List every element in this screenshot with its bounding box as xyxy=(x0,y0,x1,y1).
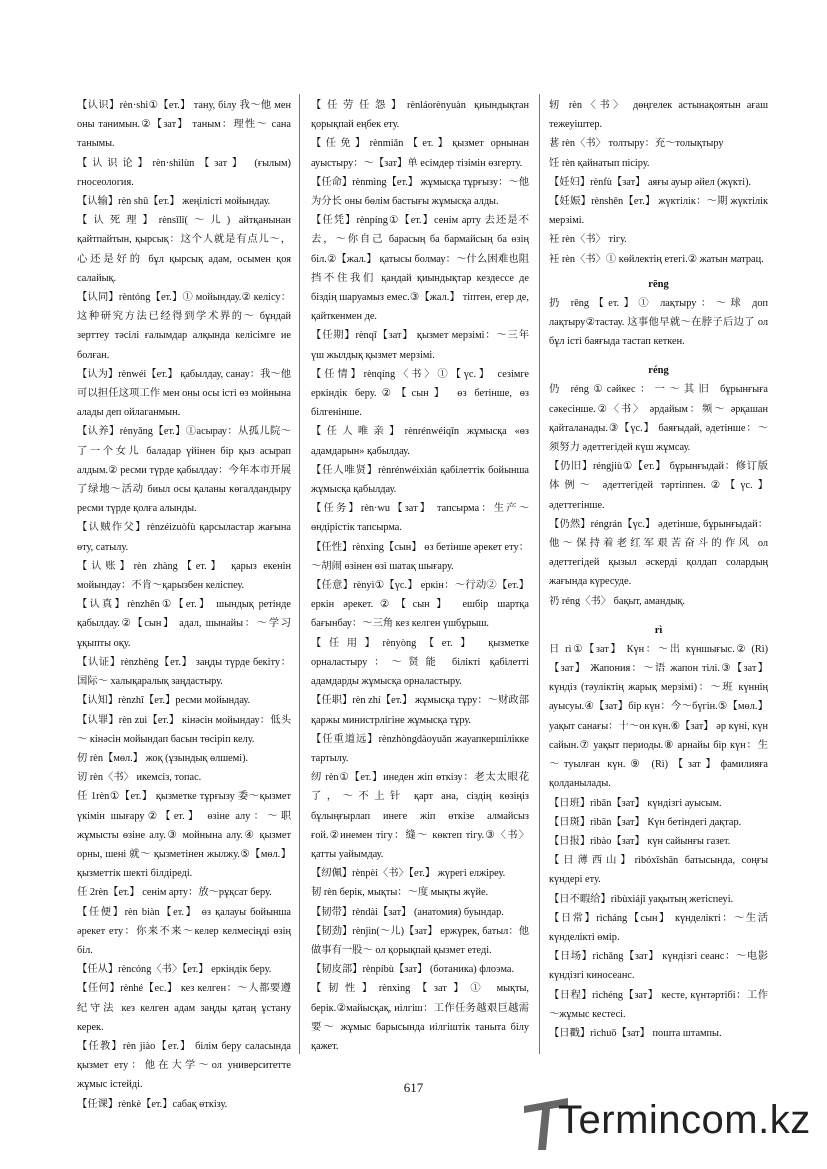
logo-text: Termincom.kz xyxy=(558,1098,811,1142)
dictionary-entry: 【任职】rèn zhí【ет.】 жұмысқа тұру：～财政部 қаржы министрлігіне жұмысқа тұру. xyxy=(311,695,529,726)
dictionary-entry: 衽 rèn〈书〉① көйлектің етегі.② жатын матрац. xyxy=(549,253,764,265)
dictionary-entry: 仍 réng①сәйкес：一～其旧 бұрынғыға сәкесінше.②〈书〉 әрдайым：频～ әрқашан қайталанады.③【үс.】 баяғыдай, әдетінше：～须努力 әдеттегідей күш жұмсау. xyxy=(549,384,768,454)
dictionary-entry: 任 2rèn【ет.】 сенім арту：放～рұқсат беру. xyxy=(77,887,272,899)
dictionary-entry: 饪 rèn қайнатып пісіру. xyxy=(549,157,650,169)
dictionary-entry: 【韧皮部】rènpíbù【зат】 (ботаника) флоэма. xyxy=(311,964,515,976)
column-divider xyxy=(539,94,540,1054)
dictionary-entry: 【妊娠】rènshēn【ет.】 жүктілік：～期 жүктілік мерзімі. xyxy=(549,196,768,227)
dictionary-entry: 【任重道远】rènzhòngdàoyuǎn жауапкершілікке тартылу. xyxy=(311,733,529,764)
dictionary-entry: 【任免】rènmiǎn【ет.】қызмет орнынан ауыстыру：～【зат】单 есімдер тізімін өзгерту. xyxy=(311,138,529,169)
dictionary-entry: 【仍然】réngrán【үс.】 әдетінше, бұрынғыдай：他～保持着老红军艰苦奋斗的作风 ол әдеттегідей қызыл әскерді қолдап солардың жағында күресуде. xyxy=(549,518,768,588)
dictionary-entry: 【任劳任怨】rènláorènyuàn қиындықтан қорықпай еңбек ету. xyxy=(311,100,529,131)
column-divider xyxy=(299,94,300,1054)
dictionary-entry: 【日薄西山】rìbóxīshān батысында, соңғы күндері ету. xyxy=(549,855,768,886)
dictionary-entry: 【任情】rènqíng〈书〉①【үс.】 сезімге еркіндік беру.②【сын】 өз бетінше, өз білгенінше. xyxy=(311,368,529,419)
dictionary-entry: 轫 rèn〈书〉 дөңгелек астынақоятын ағаш тежеуіштер. xyxy=(549,100,768,131)
dictionary-entry: 【韧性】rènxìng【зат】① мықты, берік.②майысқақ, иілгіш：工作任务越艰巨越需要～ жұмыс барысында иілгіштік таныта білу қажет. xyxy=(311,983,529,1052)
dictionary-entry: 【韧带】rèndài【зат】 (анатомия) буындар. xyxy=(311,906,504,918)
dictionary-column-1 xyxy=(77,96,291,1114)
dictionary-entry: 【认输】rèn shū【ет.】 жеңілісті мойындау. xyxy=(77,196,271,208)
dictionary-entry: 【任人唯亲】rènrénwéiqīn жұмысқа «өз адамдарын» қабылдау. xyxy=(311,426,529,457)
dictionary-entry: 【日场】rìchǎng【зат】 күндізгі сеанс：～电影 күндізгі киносеанс. xyxy=(549,951,768,982)
dictionary-entry: 【任便】rèn biàn【ет.】 өз қалауы бойынша әрекет ету：你来不来～келер келмесіңді өзің біл. xyxy=(77,906,291,956)
dictionary-entry: 【认养】rènyǎng【ет.】①асырау：从孤儿院～了一个女儿 баладар үйінен бір қыз асырап алдым.② ресми түрде қабылдау：今年本市开展了绿地～活动 биыл осы қаланы көгалдандыру ресми түрде қолға алынды. xyxy=(77,426,291,515)
dictionary-entry: 【韧劲】rènjìn(～儿)【зат】 ержүрек, батыл：他做事有一股～ ол қорықпай қызмет етеді. xyxy=(311,925,529,956)
section-heading: réng xyxy=(648,365,669,377)
dictionary-entry: 【认知】rènzhī【ет.】ресми мойындау. xyxy=(77,695,251,707)
dictionary-entry: 【任教】rèn jiào【ет.】 білім беру саласында қызмет ету：他在大学～ол университетте жұмыс істейді. xyxy=(77,1040,291,1091)
dictionary-entry: 【认识】rèn·shi①【ет.】 тану, білу 我～他 мен оны танимын.②【зат】 таным：理性～ сана танымы. xyxy=(77,100,291,150)
dictionary-entry: 【任意】rènyì①【үс.】 еркін：～行动②【ет.】 еркін әрекет.②【сын】 ешбір шартқа бағынбау：～三角 кез келген үшбұрыш. xyxy=(311,580,529,630)
dictionary-entry: 【任期】rènqī【зат】 қызмет мерзімі：～三年 үш жылдық қызмет мерзімі. xyxy=(311,330,529,361)
dictionary-entry: 【日常】rìcháng【сын】 күнделікті：～生活 күнделікті өмір. xyxy=(549,912,768,943)
section-heading: rì xyxy=(654,624,663,636)
dictionary-entry: 【任务】rèn·wu【зат】 тапсырма：生产～ өндірістік тапсырма. xyxy=(311,503,529,534)
dictionary-entry: 【日戳】rìchuō【зат】 пошта штампы. xyxy=(549,1027,722,1039)
dictionary-entry: 【认账】rèn zhàng【ет.】 қарыз екенін мойындау：不肯～қарызбен келіспеу. xyxy=(77,560,291,592)
dictionary-entry: 【任凭】rènpíng①【ет.】сенім арту 去还是不去，～你自己 барасың ба бармайсың ба өзің біл.②【жал.】 қатысы болмау：～什么困难也阻挡不住我们 қандай қиындықтар кездессе де біздің шаруамыз емес.③【жал.】 тіптен, егер де, қайткенмен де. xyxy=(311,215,529,323)
dictionary-entry: 【任人唯贤】rènrénwéixián қабілеттік бойынша жұмысқа қабылдау. xyxy=(311,464,529,496)
page-number: 617 xyxy=(403,1080,424,1095)
dictionary-entry: 【日班】rìbān【зат】 күндізгі ауысым. xyxy=(549,797,722,809)
dictionary-entry: 【日不暇给】rìbùxiájǐ уақытың жетіспеуі. xyxy=(549,893,734,905)
dictionary-entry: 【任性】rènxìng【сын】 өз бетінше әрекет ету：～胡闹 өзінен өзі шатақ шығару. xyxy=(311,541,529,572)
dictionary-entry: 【认识论】rèn·shìlùn【зат】 (ғылым) гносеология. xyxy=(77,157,291,188)
dictionary-entry: 礽 réng〈书〉 бақыт, амандық. xyxy=(549,595,686,607)
dictionary-entry: 【仍旧】réngjiù①【ет.】 бұрынғыдай：修订版体例～ әдеттегідей тәртіппен.②【үс.】 әдеттегінше. xyxy=(549,461,768,511)
dictionary-column-2 xyxy=(311,96,529,1056)
dictionary-entry: 【认死理】rènsǐlǐ(～儿) айтқанынан қайтпайтын, қырсық：这个人就是有点儿～，心还是好的 бұл қырсық адам, осымен қоя салайық. xyxy=(77,215,291,284)
dictionary-entry: 【认为】rènwéi【ет.】 қабылдау, санау：我～他可以担任这项工作 мен оны осы істі өз мойнына алады деп ойлаганмын. xyxy=(77,368,291,419)
dictionary-entry: 任 1rèn①【ет.】 қызметке тұрғызу 委～қызмет үкімін шығару②【ет.】 өзіне алу：～职 жұмысты өзіне алу.③ мойнына алу.④ қызмет орны, шені 就～ қызметінен жылжу.⑤【мөл.】 қызметтік шекті білдіреді. xyxy=(77,791,291,880)
dictionary-entry: 【任何】rènhé【ес.】 кез келген：～人都要遵纪守法 кез келген адам заңды қатаң ұстану керек. xyxy=(77,983,291,1033)
dictionary-entry: 讱 rèn〈书〉 икемсіз, топас. xyxy=(77,772,202,784)
dictionary-entry: 【妊妇】rènfù【зат】 аяғы ауыр әйел (жүкті). xyxy=(549,176,752,188)
dictionary-column-3 xyxy=(549,96,768,1043)
dictionary-entry: 扔 rēng【ет.】① лақтыру：～球 доп лақтыру②тастау. 这事他早就～在脖子后边了 ол бұл істі баяғыда тастап кеткен. xyxy=(549,297,768,348)
dictionary-entry: 【认罪】rèn zuì【ет.】 кінәсін мойындау：低头～ кінәсін мойындап басын төсіріп келу. xyxy=(77,714,291,745)
dictionary-entry: 【任课】rènkè【ет.】сабақ өткізу. xyxy=(77,1098,228,1110)
dictionary-entry: 【任用】rènyòng【ет.】 қызметке орналастыру：～贤能 білікті қабілетті адамдарды жұмысқа орналастыру. xyxy=(311,637,529,688)
termincom-logo xyxy=(520,1092,820,1154)
dictionary-entry: 【认真】rènzhēn①【ет.】 шындық ретінде қабылдау.②【сын】 адал, шынайы：～学习 ұқыпты оқу. xyxy=(77,599,291,649)
dictionary-entry: 【日程】rìchéng【зат】 кесте, күнтәртібі：工作～жұмыс кестесі. xyxy=(549,989,768,1020)
dictionary-entry: 【日报】rìbào【зат】 күн сайынғы газет. xyxy=(549,835,731,847)
dictionary-entry: 纫 rèn①【ет.】инеден жіп өткізу：老太太眼花了，～不上针 қарт ана, сіздің көзіңіз бұлыңғырлап инеге жіп өткізе алмайсыз ғой.②инемен тігу：缝～ көктеп тігу.③〈书〉 қатты уайымдау. xyxy=(311,772,529,860)
section-heading: rēng xyxy=(648,278,669,290)
dictionary-entry: 【任命】rènmìng【ет.】 жұмысқа тұрғызу：～他为分长 оны бөлім бастығы жұмысқа алды. xyxy=(311,176,529,208)
dictionary-entry: 【日斑】rìbān【зат】 Күн бетіндегі дақтар. xyxy=(549,816,742,828)
dictionary-entry: 【认贼作父】rènzéizuòfù қарсыластар жағына өту, сатылу. xyxy=(77,522,291,553)
dictionary-entry: 衽 rèn〈书〉 тігу. xyxy=(549,234,627,246)
dictionary-entry: 葚 rèn〈书〉 толтыру：充～толықтыру xyxy=(549,138,724,150)
dictionary-entry: 【认证】rènzhèng【ет.】 заңды түрде бекіту：国际～ халықаралық заңдастыру. xyxy=(77,656,291,688)
dictionary-entry: 韧 rèn берік, мықты：～度 мықты жүйе. xyxy=(311,887,489,899)
dictionary-entry: 【任从】rèncóng〈书〉【ет.】 еркіндік беру. xyxy=(77,964,272,976)
dictionary-entry: 【认同】rèntóng【ет.】① мойындау.② келісу：这种研究方法已经得到学术界的～ бұндай зерттеу тәсілі ғалымдар алқында келісімге ие болған. xyxy=(77,292,291,361)
dictionary-entry: 【纫佩】rènpèi〈书〉【ет.】 жүрегі елжіреу. xyxy=(311,868,506,880)
dictionary-entry: 日 rì①【зат】 Күн：～出 күншығыс.② (Rì)【зат】 Жапония：～语 жапон тілі.③【зат】 күндіз (тәуліктің жарық мерзімі)：～班 күннің ауысуы.④【зат】бір күн：今～бүгін.⑤【мөл.】 уақыт санағы：十～он күн.⑥【зат】 әр күні, күн сайын.⑦ уақыт периоды.⑧ арнайы бір күн：生～туылған күн.⑨ (Rì)【зат】фамилияға қолданылады. xyxy=(549,643,768,790)
dictionary-entry: 仞 rèn【мөл.】 жоқ (ұзындық өлшемі). xyxy=(77,752,249,764)
